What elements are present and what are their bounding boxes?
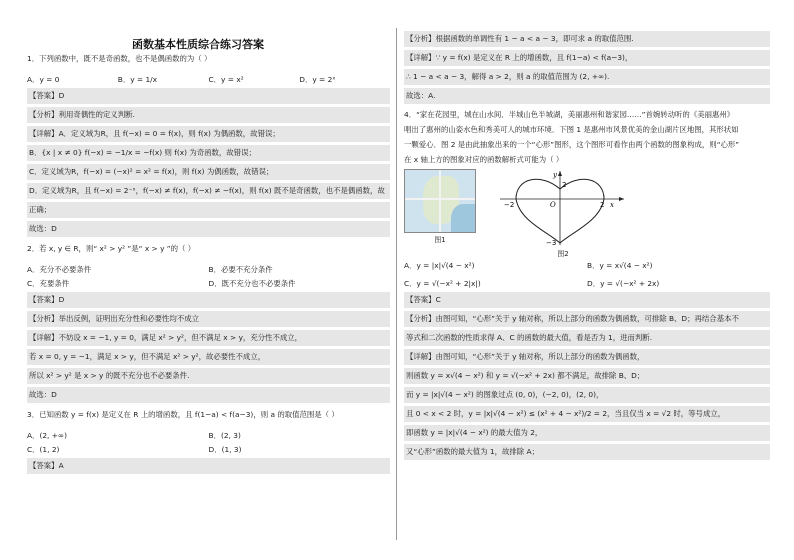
q1-conclusion: 故选：D [27, 221, 390, 237]
q2-detail-3: 所以 x² > y² 是 x > y 的既不充分也不必要条件. [27, 368, 390, 384]
origin-label: O [550, 201, 556, 209]
left-column [27, 30, 390, 477]
q2-options-row2 [27, 279, 390, 289]
q1-option-b: B．y = 1/x [117, 75, 158, 84]
q4-options-row1 [404, 261, 770, 271]
y-axis-arrow [558, 171, 562, 176]
q3-stem: 3．已知函数 y = f(x) 是定义在 R 上的增函数，且 f(1−a) < f(a−3)，则 a 的取值范围是（ ） [27, 410, 339, 419]
q2-option-d: D．既不充分也不必要条件 [208, 279, 296, 288]
q1-answer: 【答案】D [27, 88, 390, 104]
q4-figures [404, 169, 770, 259]
q2-options-row1 [27, 265, 390, 275]
q3-options-row2 [27, 445, 390, 455]
q3-detail-1: 【详解】∵ y = f(x) 是定义在 R 上的增函数，且 f(1−a) < f(a−3)， [404, 50, 770, 66]
q2-detail-1: 【详解】不妨设 x = −1, y = 0，满足 x² > y²，但不满足 x > y，充分性不成立， [27, 330, 390, 346]
y-axis-label: y [553, 171, 557, 179]
q4-stem-1: 4．“家在花园里，城在山水间．半城山色半城湖，美丽惠州和谐家园……”首婉转动听的《美丽惠州》 [404, 110, 735, 119]
q1-option-d: D．y = 2ˣ [299, 75, 336, 84]
figure-2-caption: 图2 [557, 250, 569, 258]
q1-stem: 1．下列函数中，既不是奇函数，也不是偶函数的为（ ） [27, 54, 212, 63]
q4-detail-4: 且 0 < x < 2 时，y = |x|√(4 − x²) ≤ (x² + 4 − x²)/2 = 2，当且仅当 x = √2 时，等号成立， [404, 406, 770, 422]
q3-option-d: D．(1, 3) [208, 445, 242, 454]
x-axis-arrow [619, 197, 624, 201]
tick-2-y: 2 [562, 181, 567, 189]
figure-1 [404, 169, 476, 245]
q2-conclusion: 故选：D [27, 387, 390, 403]
q3-analysis: 【分析】根据函数的单调性有 1 − a < a − 3，即可求 a 的取值范围. [404, 31, 770, 47]
q4-options-row2 [404, 279, 770, 289]
q1-options [27, 75, 390, 85]
q1-option-c: C．y = x² [208, 75, 244, 84]
map-image [404, 169, 476, 233]
figure-1-caption: 图1 [434, 236, 446, 244]
right-column [404, 28, 770, 463]
page-title: 函数基本性质综合练习答案 [132, 38, 264, 51]
q1-analysis: 【分析】利用奇偶性的定义判断. [27, 107, 390, 123]
tick-neg2: −2 [504, 201, 515, 209]
x-axis-label: x [610, 201, 614, 209]
q2-stem: 2．若 x, y ∈ R，则“ x² > y² ”是“ x > y ”的（ ） [27, 244, 196, 253]
q4-detail-3: 而 y = |x|√(4 − x²) 的图象过点 (0, 0)，(−2, 0)，(2, 0)， [404, 387, 770, 403]
q3-detail-2: ∴ 1 − a < a − 3，解得 a > 2，则 a 的取值范围为 (2, +∞). [404, 69, 770, 85]
column-divider [396, 28, 397, 540]
q3-option-a: A．(2, +∞) [27, 431, 67, 440]
tick-2: 2 [600, 201, 605, 209]
q1-option-a: A．y = 0 [27, 75, 60, 84]
q4-stem-4: 在 x 轴上方的图象对应的函数解析式可能为（ ） [404, 155, 564, 164]
q1-detail-c: C．定义域为R，f(−x) = (−x)² = x² = f(x)，则 f(x) 为偶函数，故错误； [27, 164, 390, 180]
q3-option-c: C．(1, 2) [27, 445, 60, 454]
q4-detail-5: 即函数 y = |x|√(4 − x²) 的最大值为 2， [404, 425, 770, 441]
q4-analysis-2: 等式和二次函数的性质求得 A、C 的函数的最大值，看是否为 1，进而判断. [404, 330, 770, 346]
q1-detail-d2: 正确； [27, 202, 390, 218]
q1-detail-a: 【详解】A．定义域为R，且 f(−x) = 0 = f(x)，则 f(x) 为偶函数，故错误； [27, 126, 390, 142]
q4-detail-1: 【详解】由图可知，“心形”关于 y 轴对称，所以上部分的函数为偶函数， [404, 349, 770, 365]
q3-options-row1 [27, 431, 390, 441]
q1-detail-d1: D．定义域为R，且 f(−x) = 2⁻ˣ，f(−x) ≠ f(x)，f(−x) ≠ −f(x)，则 f(x) 既不是奇函数，也不是偶函数，故 [27, 183, 390, 199]
figure-2 [498, 169, 628, 259]
q4-option-c: C．y = √(−x² + 2|x|) [404, 279, 481, 288]
q2-option-a: A．充分不必要条件 [27, 265, 92, 274]
q4-stem-2: 唱出了惠州的山姿水色和秀美可人的城市环境．下图 1 是惠州市风景优美的金山湖片区地图，其形状如 [404, 125, 739, 134]
q4-option-b: B．y = x√(4 − x²) [587, 261, 653, 270]
q2-analysis: 【分析】举出反例，证明出充分性和必要性均不成立 [27, 311, 390, 327]
q2-detail-2: 若 x = 0, y = −1，满足 x > y，但不满足 x² > y²，故必要性不成立， [27, 349, 390, 365]
q4-detail-6: 又“心形”函数的最大值为 1，故排除 A； [404, 444, 770, 460]
q4-option-d: D．y = √(−x² + 2x) [587, 279, 660, 288]
q4-detail-2: 则函数 y = x√(4 − x²) 和 y = √(−x² + 2x) 都不满足，故排除 B、D； [404, 368, 770, 384]
q2-option-c: C．充要条件 [27, 279, 70, 288]
q3-conclusion: 故选：A. [404, 88, 770, 104]
q3-option-b: B．(2, 3) [208, 431, 241, 440]
q4-option-a: A．y = |x|√(4 − x²) [404, 261, 475, 270]
heart-graph [498, 169, 628, 247]
q3-answer: 【答案】A [27, 458, 390, 474]
q4-answer: 【答案】C [404, 292, 770, 308]
q4-analysis-1: 【分析】由图可知，“心形”关于 y 轴对称，所以上部分的函数为偶函数，可排除 B、D；再结合基本不 [404, 311, 770, 327]
q2-answer: 【答案】D [27, 292, 390, 308]
tick-neg3: −3 [546, 239, 557, 247]
q1-detail-b: B．{x | x ≠ 0} f(−x) = −1/x = −f(x) 则 f(x) 为奇函数，故错误； [27, 145, 390, 161]
q4-stem-3: 一颗爱心．图 2 是由此抽象出来的一个“心形”图形，这个图形可看作由两个函数的图象构成，则“心形” [404, 140, 740, 149]
q2-option-b: B．必要不充分条件 [208, 265, 273, 274]
